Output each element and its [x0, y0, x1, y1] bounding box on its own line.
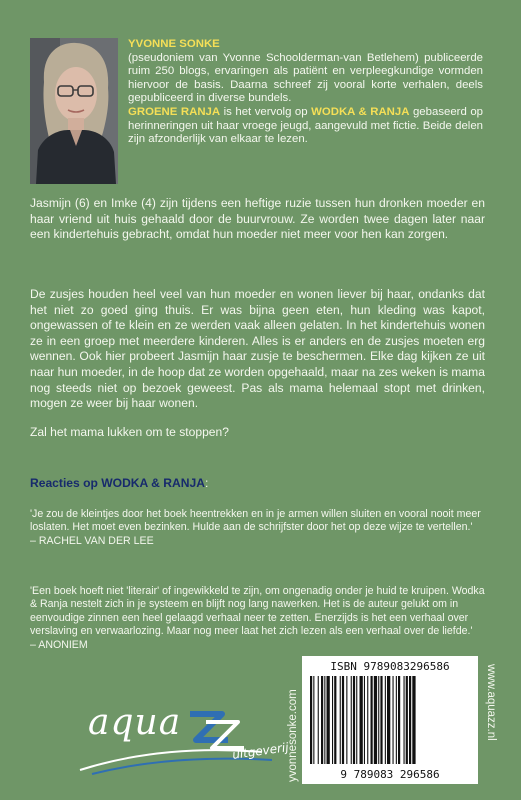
barcode-bar [327, 676, 330, 764]
reviews-heading-colon: : [204, 476, 209, 490]
author-bio-text: (pseudoniem van Yvonne Schoolderman-van Betlehem) publiceerde ruim 250 blogs, ervaringen als patiënt en verpleegkundige vormden hiervoor de basis. Daarna schreef zij vooral korte verhalen, deels gepubliceerd in diverse bundels. [128, 51, 483, 105]
barcode-bar [378, 676, 379, 764]
barcode-bar [346, 676, 347, 764]
barcode-bar [351, 676, 352, 764]
barcode-bar [412, 676, 415, 764]
blurb-question: Zal het mama lukken om te stoppen? [30, 425, 229, 439]
barcode-digits: 9 789083 296586 [340, 768, 440, 781]
barcode-bar [367, 676, 368, 764]
reviews-heading [30, 476, 485, 490]
logo-wordmark: aqua [88, 702, 182, 743]
barcode-bar [334, 676, 336, 764]
barcode-bar [360, 676, 363, 764]
barcode-bar [342, 676, 344, 764]
barcode-bar [371, 676, 373, 764]
blurb-paragraph-1: Jasmijn (6) en Imke (4) zijn tijdens een heftige ruzie tussen hun dronken moeder en haar vriend uit huis gehaald door de buurvrouw. Ze worden twee dagen later naar een kindertehuis gebracht, omdat hun moeder niet meer voor hen kan zorgen. [30, 196, 485, 242]
barcode-bar [404, 676, 405, 764]
barcode-bar [380, 676, 382, 764]
barcode-bar [409, 676, 411, 764]
book-title: GROENE RANJA [128, 105, 221, 118]
barcode-bar [332, 676, 333, 764]
previous-book-title: WODKA & RANJA [311, 105, 410, 118]
author-name: YVONNE SONKE [128, 38, 220, 50]
publisher-logo [72, 700, 290, 780]
barcode-bar [318, 676, 319, 764]
barcode-bar [324, 676, 325, 764]
barcode-bar [385, 676, 386, 764]
bio-connector: is het vervolg op [220, 105, 312, 118]
barcode-bar [321, 676, 323, 764]
barcode-bar [374, 676, 377, 764]
review-quote [30, 508, 485, 548]
review-quote [30, 585, 485, 652]
barcode-bar [406, 676, 408, 764]
logo-subtitle: uitgeverij [231, 740, 290, 762]
isbn-barcode [302, 656, 478, 784]
barcode-bar [353, 676, 355, 764]
barcode-bar [396, 676, 397, 764]
author-bio [128, 38, 483, 147]
barcode-bar [364, 676, 365, 764]
barcode-bar [313, 676, 314, 764]
review-author: – RACHEL VAN DER LEE [30, 534, 154, 547]
barcode-bar [387, 676, 390, 764]
barcode-bar [356, 676, 357, 764]
isbn-label: ISBN 9789083296586 [330, 660, 450, 673]
author-website: yvonnesonke.com [287, 689, 299, 782]
barcode-bar [340, 676, 341, 764]
author-photo [30, 38, 118, 184]
barcode-bar [310, 676, 312, 764]
barcode-bar [398, 676, 400, 764]
review-text: 'Je zou de kleintjes door het boek heentrekken en in je armen willen sluiten en vooral nooit meer loslaten. Het moet even bezinken. Hulde aan de schrijfster door het op deze wijze te vertellen.' [30, 508, 481, 534]
publisher-website: www.aquazz.nl [485, 664, 497, 741]
barcode-icon [302, 656, 478, 784]
barcode-bar [393, 676, 394, 764]
reviews-heading-title: WODKA & RANJA [101, 476, 205, 490]
review-author: – ANONIEM [30, 638, 88, 651]
reviews-heading-prefix: Reacties op [30, 476, 102, 490]
blurb-paragraph-2: De zusjes houden heel veel van hun moeder en wonen liever bij haar, ondanks dat het niet zo goed ging thuis. Er was bijna geen eten, hun kleding was kapot, ongewassen of te klein en ze werden vaak alleen gelaten. In het kindertehuis wonen ze in een groep met meerdere kinderen. Alles is er anders en de zusjes moeten erg wennen. Ook hier probeert Jasmijn haar zusje te beschermen. Elke dag kijken ze uit naar hun moeder, in de hoop dat ze worden opgehaald, maar na zes weken is mama nog steeds niet op bezoek geweest. Pas als mama helemaal stopt met drinken, mogen ze weer bij haar wonen. [30, 287, 485, 411]
review-text: 'Een boek hoeft niet 'literair' of ingewikkeld te zijn, om ongenadig onder je huid te kruipen. Wodka & Ranja nestelt zich in je systeem en blijft nog lang nawerken. Het is de auteur gelukt om in eenvoudige zinnen een heel gelaagd verhaal neer te zetten. Enerzijds is het een verhaal over verslaving en verwaarlozing. Maar nog meer laat het zich lezen als een verhaal over de liefde.' [30, 585, 485, 638]
bio-continuation: gebaseerd op herinneringen uit haar vroege jeugd, aangevuld met fictie. Beide delen zijn afzonderlijk van elkaar te lezen. [128, 105, 483, 146]
